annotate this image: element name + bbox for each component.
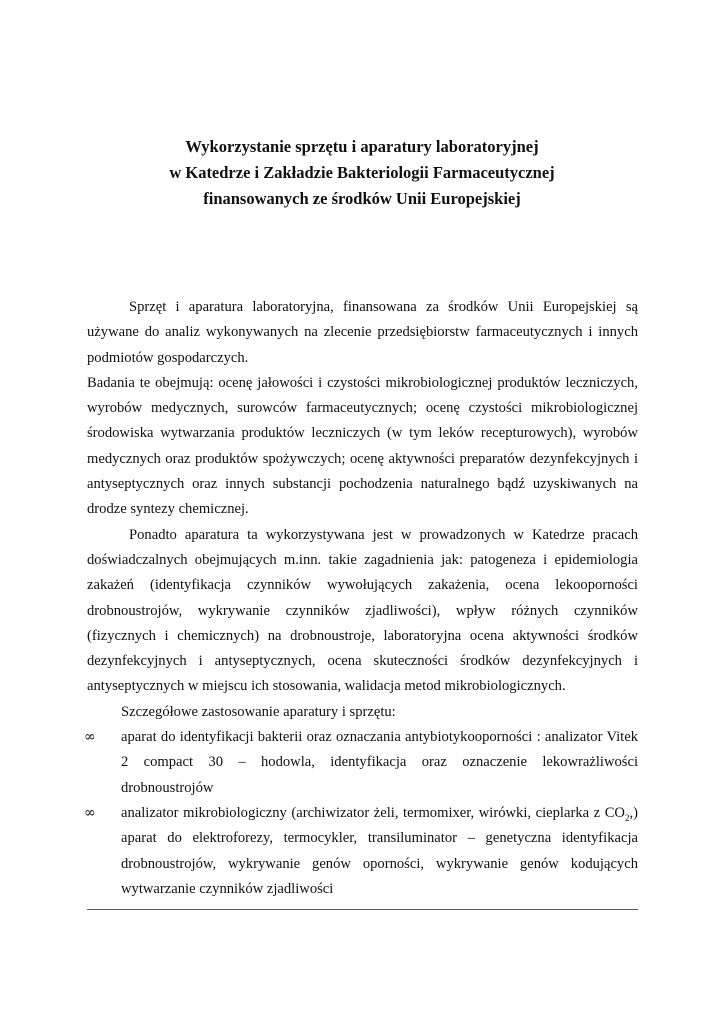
- paragraph-research-scope: Badania te obejmują: ocenę jałowości i czystości mikrobiologicznej produktów leczniczych, wyrobów medycznych, surowców farmaceutycznych; ocenę czystości mikrobiologicznej środowiska wytwarzania produktów leczniczych (w tym leków recepturowych), wyrobów medycznych oraz produktów spożywczych; ocenę aktywności preparatów dezynfekcyjnych i antyseptycznych oraz innych substancji pochodzenia naturalnego bądź uzyskiwanych na drodze syntezy chemicznej.: [87, 374, 638, 518]
- equipment-subheading: Szczegółowe zastosowanie aparatury i sprzętu:: [121, 703, 396, 720]
- list-item-analyzer: [84, 801, 638, 902]
- list-item-analyzer-text-start: analizator mikrobiologiczny (archiwizator żeli, termomixer, wirówki, cieplarka z CO: [121, 804, 625, 821]
- infinity-bullet-icon: ∞: [84, 729, 96, 746]
- list-item-vitek: [84, 725, 638, 801]
- paragraph-intro: Sprzęt i aparatura laboratoryjna, finansowana za środków Unii Europejskiej są używane do analiz wykonywanych na zlecenie przedsiębiorstw farmaceutycznych i innych podmiotów gospodarczych.: [87, 299, 638, 366]
- title-line-3: finansowanych ze środków Unii Europejskiej: [203, 189, 521, 208]
- paragraph-experimental-work: Ponadto aparatura ta wykorzystywana jest w prowadzonych w Katedrze pracach doświadczalnych obejmujących m.inn. takie zagadnienia jak: patogeneza i epidemiologia zakażeń (identyfikacja czynników wywołujących zakażenia, ocena lekooporności drobnoustrojów, wykrywanie czynników zjadliwości), wpływ różnych czynników (fizycznych i chemicznych) na drobnoustroje, laboratoryjna ocena aktywności środków dezynfekcyjnych i antyseptycznych, ocena skuteczności środków dezynfekcyjnych i antyseptycznych w miejscu ich stosowania, walidacja metod mikrobiologicznych.: [87, 526, 638, 695]
- document-body: [84, 295, 638, 902]
- footer-divider: [87, 909, 638, 910]
- co2-subscript: 2: [624, 812, 630, 823]
- infinity-bullet-icon: ∞: [84, 804, 96, 821]
- document-title: [60, 134, 664, 212]
- list-item-vitek-text: aparat do identyfikacji bakterii oraz oznaczania antybiotykooporności : analizator Vitek 2 compact 30 – hodowla, identyfikacja oraz oznaczenie lekowrażliwości drobnoustrojów: [121, 729, 638, 796]
- title-line-1: Wykorzystanie sprzętu i aparatury laboratoryjnej: [185, 137, 539, 156]
- title-line-2: w Katedrze i Zakładzie Bakteriologii Farmaceutycznej: [169, 163, 555, 182]
- list-item-analyzer-text-end: ,) aparat do elektroforezy, termocykler, transiluminator – genetyczna identyfikacja drobnoustrojów, wykrywanie genów oporności, wykrywanie genów kodujących wytwarzanie czynników zjadliwości: [121, 804, 638, 897]
